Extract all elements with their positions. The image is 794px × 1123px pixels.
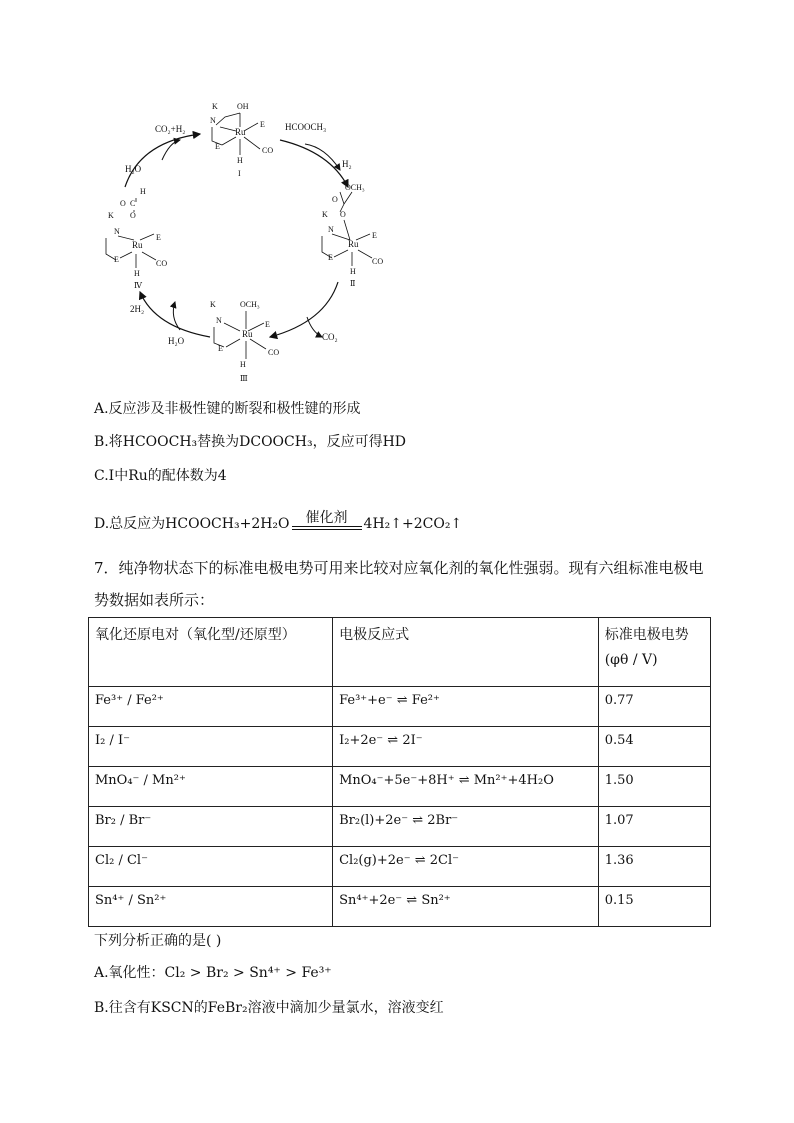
label-h2o-left: H₂O [125, 164, 142, 174]
header-potential-unit: (φθ / V) [604, 652, 658, 668]
svg-text:H: H [134, 269, 140, 278]
svg-text:OCH₃: OCH₃ [240, 300, 260, 309]
cell-reaction: Sn⁴⁺+2e⁻ ⇌ Sn²⁺ [333, 887, 599, 927]
option-6d-prefix: D.总反应为HCOOCH₃+2H₂O [94, 516, 290, 532]
svg-text:Ⅲ: Ⅲ [240, 374, 248, 383]
table-row [89, 687, 711, 727]
label-hcooch3: HCOOCH₃ [285, 122, 327, 132]
svg-text:N: N [328, 225, 334, 234]
svg-text:O: O [130, 211, 136, 220]
svg-text:N: N [210, 116, 216, 125]
svg-text:Ⅱ: Ⅱ [350, 279, 356, 288]
question-7-prompt: 下列分析正确的是( ) [94, 933, 222, 949]
arrow-i-to-ii [280, 140, 348, 187]
svg-text:E: E [218, 344, 223, 353]
svg-text:Ru: Ru [132, 240, 143, 250]
svg-text:H: H [140, 187, 146, 196]
cell-potential: 0.77 [598, 687, 710, 727]
svg-text:N: N [216, 316, 222, 325]
svg-text:CO: CO [262, 146, 274, 155]
svg-text:K: K [212, 102, 218, 111]
header-reaction: 电极反应式 [333, 618, 599, 687]
cell-potential: 0.15 [598, 887, 710, 927]
svg-text:E: E [215, 142, 220, 151]
svg-text:E: E [114, 255, 119, 264]
arrow-iii-to-iv [140, 292, 210, 337]
question-7-stem: 7．纯净物状态下的标准电极电势可用来比较对应氧化剂的氧化性强弱。现有六组标准电极电势数据如表所示： [94, 559, 704, 609]
svg-text:K: K [322, 210, 328, 219]
svg-text:H: H [240, 360, 246, 369]
table-row [89, 767, 711, 807]
label-co2-h2: CO₂+H₂ [155, 124, 186, 134]
option-6d [94, 510, 462, 534]
complex-i [210, 102, 273, 178]
option-6b: B.将HCOOCH₃替换为DCOOCH₃，反应可得HD [94, 434, 407, 450]
cell-pair: Sn⁴⁺ / Sn²⁺ [89, 887, 333, 927]
catalytic-cycle-diagram [100, 92, 390, 392]
complex-iv [106, 187, 167, 290]
arrow-iv-to-i [125, 134, 200, 187]
table-header-row [89, 618, 711, 687]
cell-reaction: I₂+2e⁻ ⇌ 2I⁻ [333, 727, 599, 767]
svg-text:CO: CO [156, 259, 168, 268]
svg-text:K: K [108, 211, 114, 220]
arrow-ii-to-iii [270, 282, 338, 337]
svg-text:CO: CO [372, 257, 384, 266]
cell-reaction: Cl₂(g)+2e⁻ ⇌ 2Cl⁻ [333, 847, 599, 887]
cell-potential: 0.54 [598, 727, 710, 767]
cell-reaction: MnO₄⁻+5e⁻+8H⁺ ⇌ Mn²⁺+4H₂O [333, 767, 599, 807]
option-7a: A.氧化性：Cl₂ > Br₂ > Sn⁴⁺ > Fe³⁺ [94, 965, 332, 981]
svg-text:Ru: Ru [348, 239, 359, 249]
svg-text:N: N [114, 227, 120, 236]
cell-potential: 1.50 [598, 767, 710, 807]
svg-text:O: O [120, 199, 126, 208]
cell-reaction: Fe³⁺+e⁻ ⇌ Fe²⁺ [333, 687, 599, 727]
label-2h2: 2H₂ [130, 304, 145, 314]
svg-text:E: E [265, 320, 270, 329]
option-6a: A.反应涉及非极性键的断裂和极性键的形成 [94, 401, 361, 417]
cell-pair: I₂ / I⁻ [89, 727, 333, 767]
complex-ii [322, 183, 383, 288]
cell-potential: 1.07 [598, 807, 710, 847]
potential-table [88, 617, 711, 927]
svg-text:E: E [156, 233, 161, 242]
svg-text:H: H [350, 267, 356, 276]
option-6d-suffix: 4H₂↑+2CO₂↑ [363, 516, 463, 532]
svg-text:OH: OH [237, 102, 249, 111]
table-row [89, 727, 711, 767]
double-line-icon [292, 526, 362, 530]
complex-iii [210, 300, 279, 383]
header-potential [598, 618, 710, 687]
label-h2o-bottom: H₂O [168, 336, 185, 346]
svg-text:OCH₃: OCH₃ [345, 183, 365, 192]
cycle-svg [100, 92, 390, 392]
svg-text:H: H [237, 156, 243, 165]
cell-potential: 1.36 [598, 847, 710, 887]
label-h2-top: H₂ [342, 159, 352, 169]
table-row [89, 807, 711, 847]
svg-text:C: C [130, 199, 136, 208]
cell-pair: MnO₄⁻ / Mn²⁺ [89, 767, 333, 807]
svg-text:Ⅳ: Ⅳ [134, 281, 142, 290]
cell-reaction: Br₂(l)+2e⁻ ⇌ 2Br⁻ [333, 807, 599, 847]
cell-pair: Cl₂ / Cl⁻ [89, 847, 333, 887]
cell-pair: Fe³⁺ / Fe²⁺ [89, 687, 333, 727]
svg-text:O: O [332, 195, 338, 204]
header-pair: 氧化还原电对（氧化型/还原型） [89, 618, 333, 687]
svg-text:O: O [340, 210, 346, 219]
option-7b: B.往含有KSCN的FeBr₂溶液中滴加少量氯水，溶液变红 [94, 1000, 444, 1016]
svg-text:E: E [372, 231, 377, 240]
svg-text:K: K [210, 300, 216, 309]
option-6c: C.Ⅰ中Ru的配体数为4 [94, 468, 227, 484]
svg-text:I: I [238, 169, 241, 178]
table-row [89, 847, 711, 887]
label-co2-bottom: CO₂ [322, 332, 338, 342]
header-potential-label: 标准电极电势 [604, 627, 689, 643]
svg-text:Ru: Ru [235, 127, 246, 137]
svg-text:Ru: Ru [242, 329, 253, 339]
cell-pair: Br₂ / Br⁻ [89, 807, 333, 847]
table-row [89, 887, 711, 927]
svg-text:CO: CO [268, 348, 280, 357]
svg-text:E: E [328, 253, 333, 262]
catalyst-label: 催化剂 [305, 510, 348, 526]
svg-text:E: E [260, 120, 265, 129]
